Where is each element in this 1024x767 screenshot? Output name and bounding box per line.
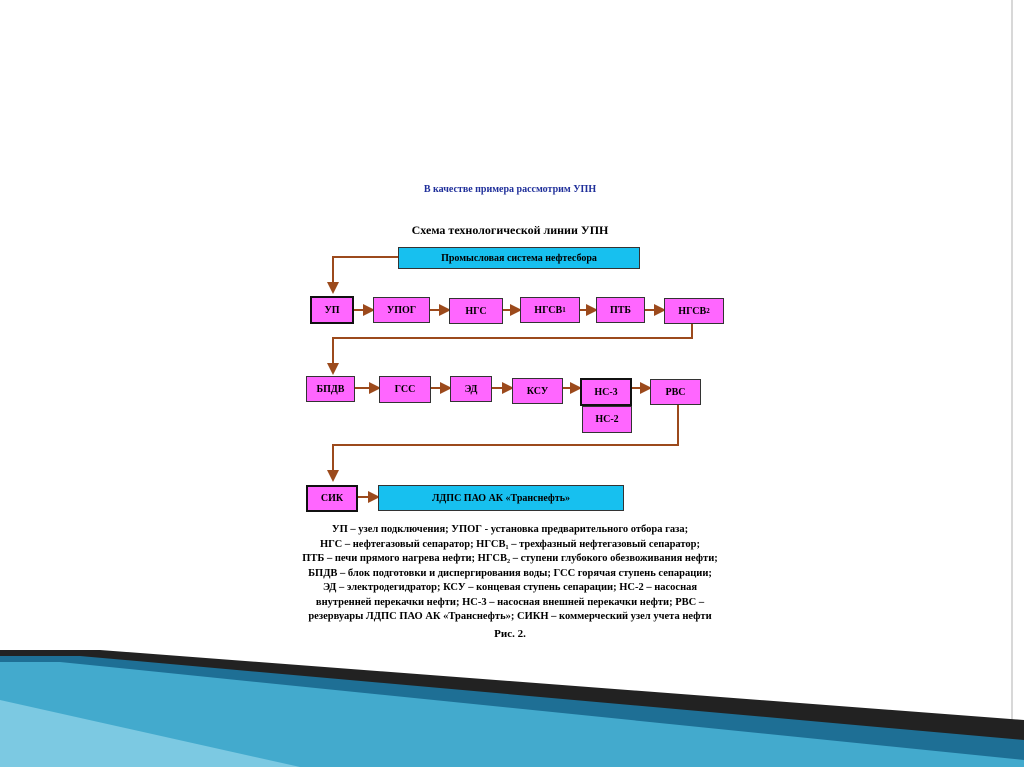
box-ngsv1-sub: 1 <box>562 306 566 314</box>
box-sik: СИК <box>306 485 358 512</box>
box-ed: ЭД <box>450 376 492 402</box>
diagram-title: Схема технологической линии УПН <box>411 223 609 237</box>
box-ptb: ПТБ <box>596 297 645 323</box>
legend <box>270 523 750 625</box>
box-ldps: ЛДПС ПАО АК «Транснефть» <box>378 485 624 511</box>
box-ngsv2 <box>664 298 724 324</box>
box-ngsv1 <box>520 297 580 323</box>
box-ns3: НС-3 <box>580 378 632 406</box>
legend-line: ПТБ – печи прямого нагрева нефти; НГСВ₂ – ступени глубокого обезвоживания нефти; <box>302 553 718 564</box>
figure-caption: Рис. 2. <box>494 628 526 640</box>
box-ngsv1-label: НГСВ <box>534 304 563 316</box>
box-ksu: КСУ <box>512 378 563 404</box>
box-gss: ГСС <box>379 376 431 403</box>
box-ngsv2-label: НГСВ <box>678 305 707 317</box>
legend-line: внутренней перекачки нефти; НС-3 – насосная внешней перекачки нефти; РВС – <box>315 596 705 608</box>
box-ngsv2-sub: 2 <box>706 307 710 315</box>
arrow-source-to-up <box>333 257 398 292</box>
arrow-ngsv2-to-bpdv <box>333 322 692 373</box>
box-rvs: РВС <box>650 379 701 405</box>
box-source-system: Промысловая система нефтесбора <box>398 247 640 269</box>
legend-line: ЭД – электродегидратор; КСУ – концевая ступень сепарации; НС-2 – насосная <box>322 582 698 593</box>
legend-line: БПДВ – блок подготовки и диспергирования воды; ГСС горячая ступень сепарации; <box>308 567 712 579</box>
box-bpdv: БПДВ <box>306 376 355 402</box>
box-ns2: НС-2 <box>582 406 632 433</box>
box-upog: УПОГ <box>373 297 430 323</box>
legend-line: резервуары ЛДПС ПАО АК «Транснефть»; СИКН – коммерческий узел учета нефти <box>308 611 712 622</box>
legend-line: НГС – нефтегазовый сепаратор; НГСВ₁ – трехфазный нефтегазовый сепаратор; <box>319 538 701 550</box>
intro-text: В качестве примера рассмотрим УПН <box>423 184 597 195</box>
box-ngs: НГС <box>449 298 503 324</box>
box-up: УП <box>310 296 354 324</box>
legend-line: УП – узел подключения; УПОГ - установка предварительного отбора газа; <box>331 524 689 535</box>
